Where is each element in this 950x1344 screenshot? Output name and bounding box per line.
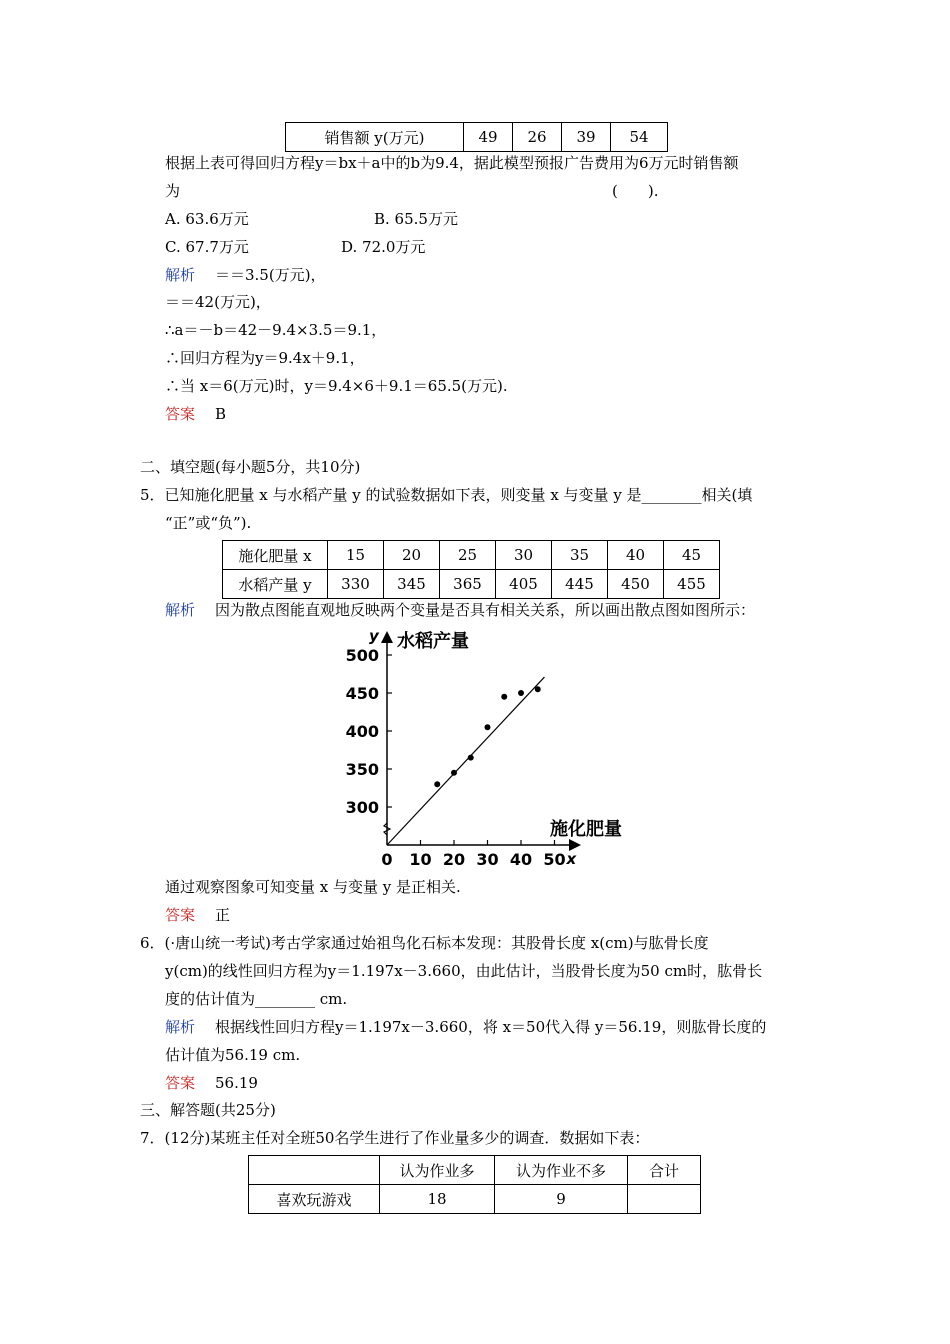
x-tick-label: 20 xyxy=(442,850,466,869)
data-point xyxy=(501,694,507,700)
table-cell: 345 xyxy=(384,570,440,599)
q6-text-line3: 度的估计值为________ cm. xyxy=(165,990,348,1008)
q6-analysis-1: 根据线性回归方程y＝1.197x－3.660，将 x＝50代入得 y＝56.19，则肱骨长度的 xyxy=(215,1018,767,1036)
table-row xyxy=(286,123,668,152)
x-axis-letter: x xyxy=(566,850,577,868)
q4-solution-3: ∴a＝－b＝42－9.4×3.5＝9.1， xyxy=(165,321,387,339)
q6-answer: 56.19 xyxy=(215,1074,258,1092)
q4-option-c: C. 67.7万元 xyxy=(165,238,249,256)
x-tick-label: 0 xyxy=(381,850,393,869)
q4-answer: B xyxy=(215,405,227,423)
q5-analysis-label: 解析 xyxy=(165,601,196,619)
table-cell-label: 销售额 y(万元) xyxy=(286,123,464,152)
q4-answer-blank: ( ). xyxy=(612,182,659,200)
y-axis-letter: y xyxy=(369,627,379,645)
data-point xyxy=(451,770,457,776)
x-tick-label: 50 xyxy=(543,850,566,869)
q4-text-line1: 根据上表可得回归方程y＝bx＋a中的b为9.4，据此模型预报广告费用为6万元时销售额 xyxy=(165,154,739,172)
table-cell: 330 xyxy=(328,570,384,599)
table-header-cell: 认为作业不多 xyxy=(495,1156,628,1185)
q5-text-line2: “正”或“负”). xyxy=(165,514,252,532)
x-tick-label: 10 xyxy=(409,850,432,869)
q6-answer-label: 答案 xyxy=(165,1074,196,1092)
data-point xyxy=(535,686,541,692)
y-tick-label: 300 xyxy=(345,798,379,817)
table-row xyxy=(249,1185,701,1214)
data-point xyxy=(518,690,524,696)
q4-solution-4: ∴回归方程为y＝9.4x＋9.1， xyxy=(165,349,365,367)
q6-text-line2: y(cm)的线性回归方程为y＝1.197x－3.660，由此估计，当股骨长度为50 cm时，肱骨长 xyxy=(165,962,763,980)
x-tick-label: 30 xyxy=(476,850,499,869)
table-cell: 18 xyxy=(380,1185,495,1214)
table-header-cell: 合计 xyxy=(628,1156,701,1185)
x-tick-label: 40 xyxy=(509,850,533,869)
q4-option-a: A. 63.6万元 xyxy=(165,210,249,228)
table-cell: 26 xyxy=(513,123,562,152)
scatter-chart xyxy=(340,625,640,870)
q4-option-b: B. 65.5万元 xyxy=(374,210,458,228)
q5-answer: 正 xyxy=(215,906,231,924)
table-header-cell xyxy=(249,1156,380,1185)
q5-analysis: 因为散点图能直观地反映两个变量是否具有相关关系，所以画出散点图如图所示： xyxy=(215,601,756,619)
y-tick-label: 450 xyxy=(345,684,379,703)
q4-solution-5: ∴当 x＝6(万元)时，y＝9.4×6＋9.1＝65.5(万元). xyxy=(165,377,508,395)
q4-text-line2: 为 xyxy=(165,182,181,200)
y-tick-label: 350 xyxy=(345,760,379,779)
x-axis-title: 施化肥量 xyxy=(550,819,622,840)
table-cell xyxy=(628,1185,701,1214)
data-point xyxy=(468,755,474,761)
table-cell: 54 xyxy=(611,123,668,152)
q6-text-line1: 6．(·唐山统一考试)考古学家通过始祖鸟化石标本发现：其股骨长度 x(cm)与肱骨长度 xyxy=(140,934,709,952)
q6-analysis-label: 解析 xyxy=(165,1018,196,1036)
table-cell: 49 xyxy=(464,123,513,152)
table-cell: 20 xyxy=(384,541,440,570)
table-cell: 405 xyxy=(496,570,552,599)
table-cell: 35 xyxy=(552,541,608,570)
table-cell: 45 xyxy=(664,541,720,570)
table-row-label: 水稻产量 y xyxy=(223,570,328,599)
fertilizer-table xyxy=(222,540,720,599)
table-row-label: 施化肥量 x xyxy=(223,541,328,570)
q4-analysis-label: 解析 xyxy=(165,266,196,284)
y-axis-title: 水稻产量 xyxy=(397,631,469,652)
y-tick-label: 500 xyxy=(345,646,379,665)
table-cell: 445 xyxy=(552,570,608,599)
table-row xyxy=(223,541,720,570)
table-cell: 40 xyxy=(608,541,664,570)
data-point xyxy=(434,781,440,787)
q6-analysis-2: 估计值为56.19 cm. xyxy=(165,1046,301,1064)
table-cell: 39 xyxy=(562,123,611,152)
section2-title: 二、填空题(每小题5分，共10分) xyxy=(140,458,361,476)
table-cell: 30 xyxy=(496,541,552,570)
table-cell: 25 xyxy=(440,541,496,570)
q4-solution-2: ＝＝42(万元)， xyxy=(165,293,271,311)
table-cell: 喜欢玩游戏 xyxy=(249,1185,380,1214)
homework-table xyxy=(248,1155,701,1214)
y-tick-label: 400 xyxy=(345,722,379,741)
q7-text-line1: 7．(12分)某班主任对全班50名学生进行了作业量多少的调查．数据如下表： xyxy=(140,1129,650,1147)
table-cell: 15 xyxy=(328,541,384,570)
q4-option-d: D. 72.0万元 xyxy=(341,238,426,256)
table-cell: 365 xyxy=(440,570,496,599)
q5-answer-label: 答案 xyxy=(165,906,196,924)
table-cell: 455 xyxy=(664,570,720,599)
q5-conclusion: 通过观察图象可知变量 x 与变量 y 是正相关. xyxy=(165,878,461,896)
data-point xyxy=(485,724,491,730)
sales-table xyxy=(285,122,668,152)
q4-solution-1: ＝＝3.5(万元)， xyxy=(215,266,326,284)
table-cell: 9 xyxy=(495,1185,628,1214)
table-header-row xyxy=(249,1156,701,1185)
table-header-cell: 认为作业多 xyxy=(380,1156,495,1185)
q4-answer-label: 答案 xyxy=(165,405,196,423)
table-cell: 450 xyxy=(608,570,664,599)
q5-text-line1: 5．已知施化肥量 x 与水稻产量 y 的试验数据如下表，则变量 x 与变量 y 是________相关(填 xyxy=(140,486,753,504)
trend-line xyxy=(387,677,544,845)
table-row xyxy=(223,570,720,599)
section3-title: 三、解答题(共25分) xyxy=(140,1101,276,1119)
